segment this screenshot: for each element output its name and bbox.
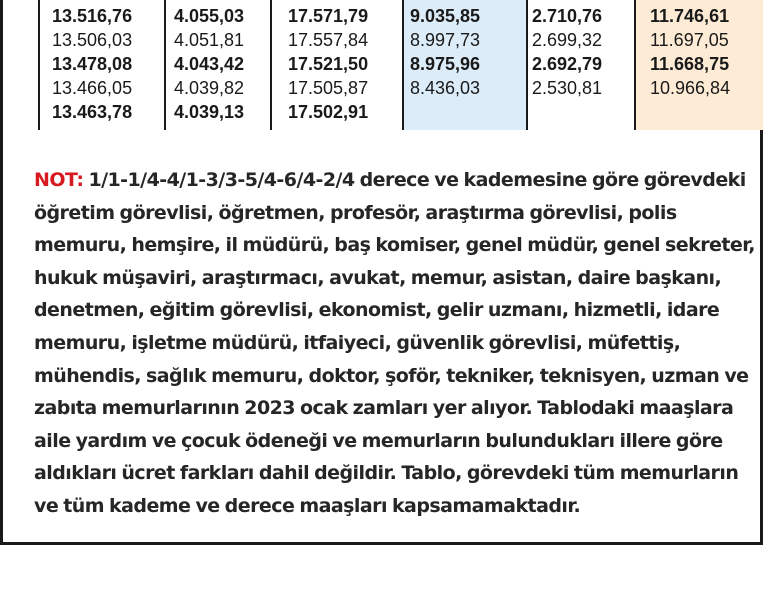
table-cell: 13.506,03 <box>52 30 133 50</box>
table-cell: 4.043,42 <box>174 54 245 74</box>
table-cell: 2.699,32 <box>532 30 603 50</box>
table-cell: 11.697,05 <box>650 30 729 50</box>
table-cell: 11.668,75 <box>650 54 730 74</box>
table-cell: 2.710,76 <box>532 6 603 26</box>
table-row <box>38 77 763 99</box>
note-text: 1/1-1/4-4/1-3/3-5/4-6/4-2/4 derece ve kademesine göre görevdeki öğretim görevlisi, öğretmen, profesör, araştırma görevlisi, polis memuru, hemşire, il müdürü, baş komiser, genel müdür, genel sekreter, hukuk müşaviri, araştırmacı, avukat, memur, asistan, daire başkanı, denetmen, eğitim görevlisi, ekonomist, gelir uzmanı, hizmetli, idare memuru, işletme müdürü, itfaiyeci, güvenlik görevlisi, müfettiş, mühendis, sağlık memuru, doktor, şoför, tekniker, teknisyen, uzman ve zabıta memurlarının 2023 ocak zamları yer alıyor. Tablodaki maaşlara aile yardım ve çocuk ödeneği ve memurların bulundukları illere göre aldıkları ücret farkları dahil değildir. Tablo, görevdeki tüm memurların ve tüm kademe ve derece maaşları kapsamamaktadır. <box>34 169 755 517</box>
salary-table <box>38 0 763 130</box>
note-label: NOT: <box>34 169 84 191</box>
table-cell: 2.530,81 <box>532 78 603 98</box>
table-row <box>38 5 763 27</box>
table-cell: 8.975,96 <box>410 54 481 74</box>
table-cell: 13.516,76 <box>52 6 133 26</box>
table-cell: 17.521,50 <box>288 54 369 74</box>
table-cell: 17.505,87 <box>288 78 369 98</box>
table-cell: 13.463,78 <box>52 102 133 122</box>
table-cell: 8.436,03 <box>410 78 481 98</box>
table-cell: 4.055,03 <box>174 6 245 26</box>
table-cell: 8.997,73 <box>410 30 481 50</box>
table-row <box>38 29 763 51</box>
table-cell: 9.035,85 <box>410 6 481 26</box>
table-cell: 11.746,61 <box>650 6 730 26</box>
table-cell: 17.557,84 <box>288 30 369 50</box>
table-cell: 4.039,13 <box>174 102 245 122</box>
note-paragraph <box>34 164 756 523</box>
table-cell: 4.039,82 <box>174 78 245 98</box>
table-row <box>38 53 763 75</box>
table-cell: 17.571,79 <box>288 6 369 26</box>
table-cell: 10.966,84 <box>650 78 731 98</box>
table-cell: 17.502,91 <box>288 102 369 122</box>
table-cell: 2.692,79 <box>532 54 603 74</box>
table-cell: 4.051,81 <box>174 30 245 50</box>
table-cell: 13.478,08 <box>52 54 133 74</box>
table-row <box>38 101 763 123</box>
table-cell: 13.466,05 <box>52 78 133 98</box>
